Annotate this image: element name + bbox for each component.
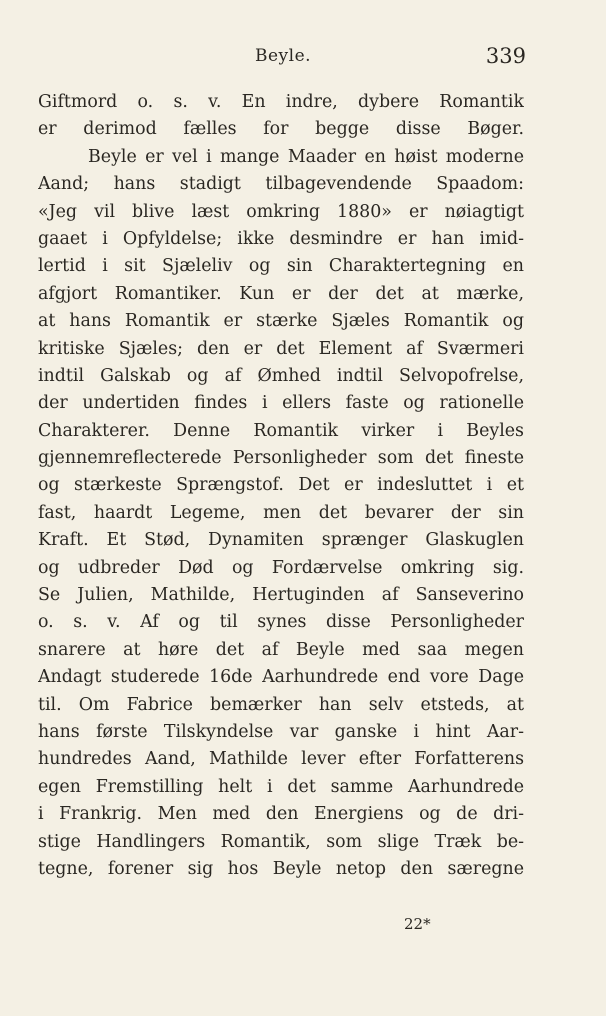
text-line: «Jeg vil blive læst omkring 1880» er nøiagtigt (38, 201, 524, 222)
text-line: fast, haardt Legeme, men det bevarer der sin (38, 502, 524, 523)
text-line: egen Fremstilling helt i det samme Aarhundrede (38, 776, 524, 797)
text-line: o. s. v. Af og til synes disse Personligheder (38, 612, 524, 633)
signature-mark: 22* (404, 915, 431, 933)
body-text (38, 89, 524, 883)
text-line: tegne, forener sig hos Beyle netop den særegne (38, 858, 524, 879)
page-header (40, 46, 526, 70)
text-line: i Frankrig. Men med den Energiens og de dri- (38, 804, 524, 825)
text-line: gjennemreflecterede Personligheder som det fineste (38, 448, 524, 469)
text-line: hans første Tilskyndelse var ganske i hint Aar- (38, 721, 524, 742)
text-line: Kraft. Et Stød, Dynamiten sprænger Glaskuglen (38, 530, 524, 551)
running-head: Beyle. (254, 46, 312, 66)
text-line: Beyle er vel i mange Maader en høist moderne (88, 146, 524, 167)
text-line: snarere at høre det af Beyle med saa megen (38, 639, 524, 660)
page-number: 339 (485, 44, 526, 68)
text-line: stige Handlingers Romantik, som slige Træk be- (38, 831, 524, 852)
text-line: Charakterer. Denne Romantik virker i Beyles (38, 420, 524, 441)
text-line: lertid i sit Sjæleliv og sin Charaktertegning en (38, 256, 524, 277)
text-line: og stærkeste Sprængstof. Det er indesluttet i et (38, 475, 524, 496)
text-line: hundredes Aand, Mathilde lever efter Forfatterens (38, 749, 524, 770)
text-line: gaaet i Opfyldelse; ikke desmindre er han imid- (38, 228, 524, 249)
text-line: og udbreder Død og Fordærvelse omkring sig. (38, 557, 524, 578)
text-line: er derimod fælles for begge disse Bøger. (38, 119, 524, 140)
text-line: Andagt studerede 16de Aarhundrede end vore Dage (38, 667, 524, 688)
text-line: til. Om Fabrice bemærker han selv etsteds, at (38, 694, 524, 715)
text-line: Giftmord o. s. v. En indre, dybere Romantik (38, 92, 524, 112)
text-line: der undertiden findes i ellers faste og rationelle (38, 393, 524, 414)
text-line: afgjort Romantiker. Kun er der det at mærke, (38, 283, 524, 304)
text-line: Aand; hans stadigt tilbagevendende Spaadom: (38, 174, 524, 195)
text-line: at hans Romantik er stærke Sjæles Romantik og (38, 311, 524, 332)
text-line: kritiske Sjæles; den er det Element af Sværmeri (38, 338, 524, 359)
text-line: Se Julien, Mathilde, Hertuginden af Sanseverino (38, 585, 524, 606)
text-line: indtil Galskab og af Ømhed indtil Selvopofrelse, (38, 365, 524, 386)
